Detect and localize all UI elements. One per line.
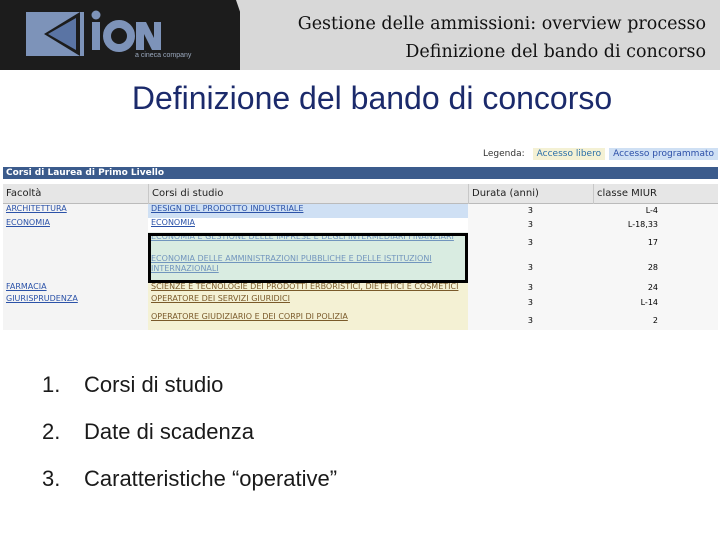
cell-durata: 3 (527, 206, 533, 215)
header-text (298, 10, 706, 66)
table-row (3, 294, 718, 312)
cell-facolta[interactable]: FARMACIA (6, 282, 47, 291)
header-line-2: Definizione del bando di concorso (405, 42, 706, 62)
cell-corso[interactable]: ECONOMIA DELLE AMMINISTRAZIONI PUBBLICHE E DELLE ISTITUZIONI INTERNAZIONALI (151, 254, 432, 273)
header-line-1: Gestione delle ammissioni: overview processo (297, 14, 706, 34)
table-row (3, 312, 718, 330)
cell-classe: 28 (647, 263, 658, 272)
legend (483, 147, 718, 161)
table-row (3, 218, 718, 232)
cell-durata: 3 (527, 220, 533, 229)
list-item (42, 370, 337, 417)
cell-facolta[interactable]: GIURISPRUDENZA (6, 294, 78, 303)
highlight-box (148, 233, 468, 283)
band-title: Corsi di Laurea di Primo Livello (6, 168, 165, 178)
kion-logo-icon (22, 8, 162, 58)
cell-corso[interactable]: ECONOMIA E GESTIONE DELLE IMPRESE E DEGLI INTERMEDIARI FINANZIARI (151, 232, 454, 241)
legend-free-access: Accesso libero (533, 148, 605, 160)
list-item-number: 1. (42, 372, 61, 397)
column-header-durata: Durata (anni) (468, 184, 593, 204)
list-item-number: 3. (42, 466, 61, 491)
column-header-corsi: Corsi di studio (148, 184, 468, 204)
list-item (42, 417, 337, 464)
cell-durata: 3 (527, 298, 533, 307)
legend-programmed-access: Accesso programmato (609, 148, 718, 160)
numbered-list (42, 370, 337, 511)
header-band (0, 0, 720, 70)
cell-classe: 24 (647, 283, 658, 292)
table-band (3, 167, 718, 179)
column-header-facolta: Facoltà (6, 188, 42, 199)
cell-classe: L-14 (640, 298, 658, 307)
slide-title: Definizione del bando di concorso (131, 80, 613, 116)
cell-corso[interactable]: SCIENZE E TECNOLOGIE DEI PRODOTTI ERBORISTICI, DIETETICI E COSMETICI (151, 282, 459, 291)
list-item-text: Date di scadenza (84, 419, 254, 444)
table-row (3, 204, 718, 218)
cell-classe: L-18,33 (627, 220, 658, 229)
list-item-number: 2. (42, 419, 61, 444)
table-header-row (3, 184, 718, 204)
cell-corso[interactable]: ECONOMIA (151, 218, 195, 227)
cell-classe: 17 (647, 238, 658, 247)
cell-facolta[interactable]: ARCHITETTURA (6, 204, 67, 213)
course-table-screenshot (0, 140, 718, 330)
logo-tagline: a cineca company (135, 52, 192, 59)
cell-classe: 2 (652, 316, 658, 325)
cell-durata: 3 (527, 238, 533, 247)
cell-durata: 3 (527, 263, 533, 272)
cell-classe: L-4 (645, 206, 658, 215)
cell-facolta[interactable]: ECONOMIA (6, 218, 50, 227)
cell-corso[interactable]: OPERATORE GIUDIZIARIO E DEI CORPI DI POLIZIA (151, 312, 348, 321)
list-item-text: Corsi di studio (84, 372, 224, 397)
list-item-text: Caratteristiche “operative” (84, 466, 338, 491)
table-row (3, 282, 718, 294)
cell-durata: 3 (527, 283, 533, 292)
legend-label: Legenda: (483, 149, 525, 159)
cell-corso[interactable]: DESIGN DEL PRODOTTO INDUSTRIALE (151, 204, 304, 213)
column-header-classe: classe MIUR (593, 184, 718, 204)
cell-durata: 3 (527, 316, 533, 325)
cell-corso[interactable]: OPERATORE DEI SERVIZI GIURIDICI (151, 294, 290, 303)
list-item (42, 464, 337, 511)
